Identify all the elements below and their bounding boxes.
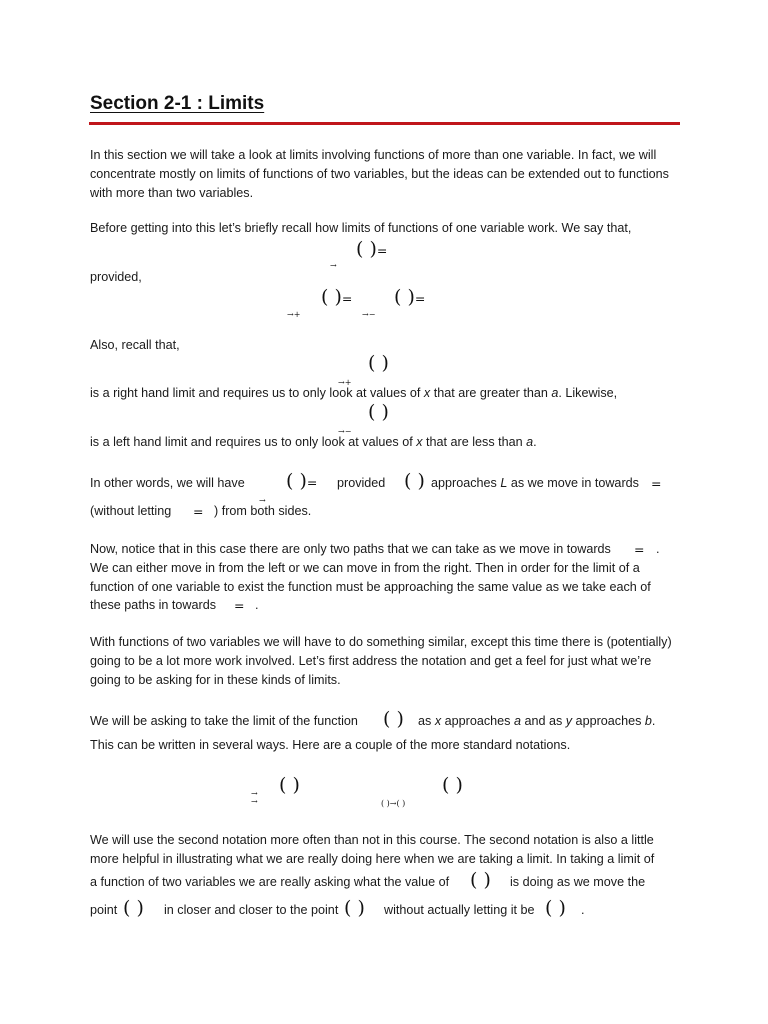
right-hand-description: is a right hand limit and requires us to only look at values of x that are greater than a. Likewise, xyxy=(90,386,618,400)
right-limit-value: ( )= xyxy=(321,286,353,308)
section-title: Section 2-1 : Limits xyxy=(90,93,265,114)
final-period: . xyxy=(581,903,585,917)
asking-function: ( ) xyxy=(383,708,404,730)
without-letting-equals: = xyxy=(193,504,204,519)
paths-line-1: Now, notice that in this case there are only two paths that we can take as we move in towards xyxy=(90,542,611,556)
second-notation-line-1: We will use the second notation more often than not in this course. The second notation is also a little xyxy=(90,833,654,847)
final-line-2-closer: in closer and closer to the point xyxy=(164,903,339,917)
other-words-start: In other words, we will have xyxy=(90,476,245,490)
final-line-2-point: point xyxy=(90,903,118,917)
also-recall-label: Also, recall that, xyxy=(90,338,180,352)
other-words-approaches: approaches L as we move in towards xyxy=(431,476,639,490)
final-line-1-end: is doing as we move the xyxy=(510,875,646,889)
other-words-provided: provided xyxy=(337,476,386,490)
notation-one-arrows: → → xyxy=(251,789,258,806)
provided-label: provided, xyxy=(90,270,142,284)
paths-period-1: . xyxy=(656,542,660,556)
several-ways-line: This can be written in several ways. Here are a couple of the more standard notations. xyxy=(90,738,571,752)
limit-definition-equation: ( )= xyxy=(356,238,388,260)
recall-paragraph: Before getting into this let’s briefly recall how limits of functions of one variable work. We say that, xyxy=(90,221,632,235)
final-point-ab: ( ) xyxy=(344,897,365,919)
left-hand-limit-expression: ( ) xyxy=(368,401,389,423)
left-limit-value: ( )= xyxy=(394,286,426,308)
final-point-ab-2: ( ) xyxy=(545,897,566,919)
title-rule xyxy=(89,122,680,125)
paths-line-3: function of one variable to exist the function must be approaching the same value as we take each of xyxy=(90,580,651,594)
final-point-xy: ( ) xyxy=(123,897,144,919)
notation-two-arrow: ( )→( ) xyxy=(381,799,406,808)
final-function: ( ) xyxy=(470,869,491,891)
final-line-1-start: a function of two variables we are really asking what the value of xyxy=(90,875,450,889)
two-variables-paragraph: With functions of two variables we will have to do something similar, except this time there is (potentially) going to be a lot more work involved. Let’s first address the notation and get a feel for just what we’re going to be asking for in these kinds of limits. xyxy=(90,635,672,687)
towards-equals: = xyxy=(651,476,662,491)
without-letting-start: (without letting xyxy=(90,504,172,518)
right-hand-limit-arrow: →+ xyxy=(338,378,352,387)
paths-line-2: We can either move in from the left or we can move in from the right. Then in order for the limit of a xyxy=(90,561,640,575)
other-words-limit: ( )= xyxy=(286,470,318,492)
notation-one-expression: ( ) xyxy=(279,774,300,796)
final-line-2-without: without actually letting it be xyxy=(384,903,535,917)
without-letting-end: ) from both sides. xyxy=(214,504,312,518)
left-hand-limit-arrow: →− xyxy=(338,427,352,436)
paths-period-2: . xyxy=(255,598,259,612)
right-limit-arrow: →+ xyxy=(287,310,301,319)
paths-equals-2: = xyxy=(234,598,245,613)
limit-arrow: → xyxy=(330,261,337,270)
second-notation-line-2: more helpful in illustrating what we are really doing here when we are taking a limit. In taking a limit of xyxy=(90,852,655,866)
asking-start: We will be asking to take the limit of the function xyxy=(90,714,358,728)
left-hand-description: is a left hand limit and requires us to only look at values of x that are less than a. xyxy=(90,435,537,449)
paths-equals-1: = xyxy=(634,542,645,557)
intro-paragraph: In this section we will take a look at limits involving functions of more than one variable. In fact, we will concentrate mostly on limits of functions of two variables, but the ideas can be extended out to functions with more than two variables. xyxy=(90,148,669,200)
other-words-function: ( ) xyxy=(404,470,425,492)
notation-two-expression: ( ) xyxy=(442,774,463,796)
paths-line-4: these paths in towards xyxy=(90,598,217,612)
asking-rest: as x approaches a and as y approaches b. xyxy=(418,714,656,728)
other-words-arrow: → xyxy=(259,496,266,505)
right-hand-limit-expression: ( ) xyxy=(368,352,389,374)
left-limit-arrow: →− xyxy=(362,310,376,319)
